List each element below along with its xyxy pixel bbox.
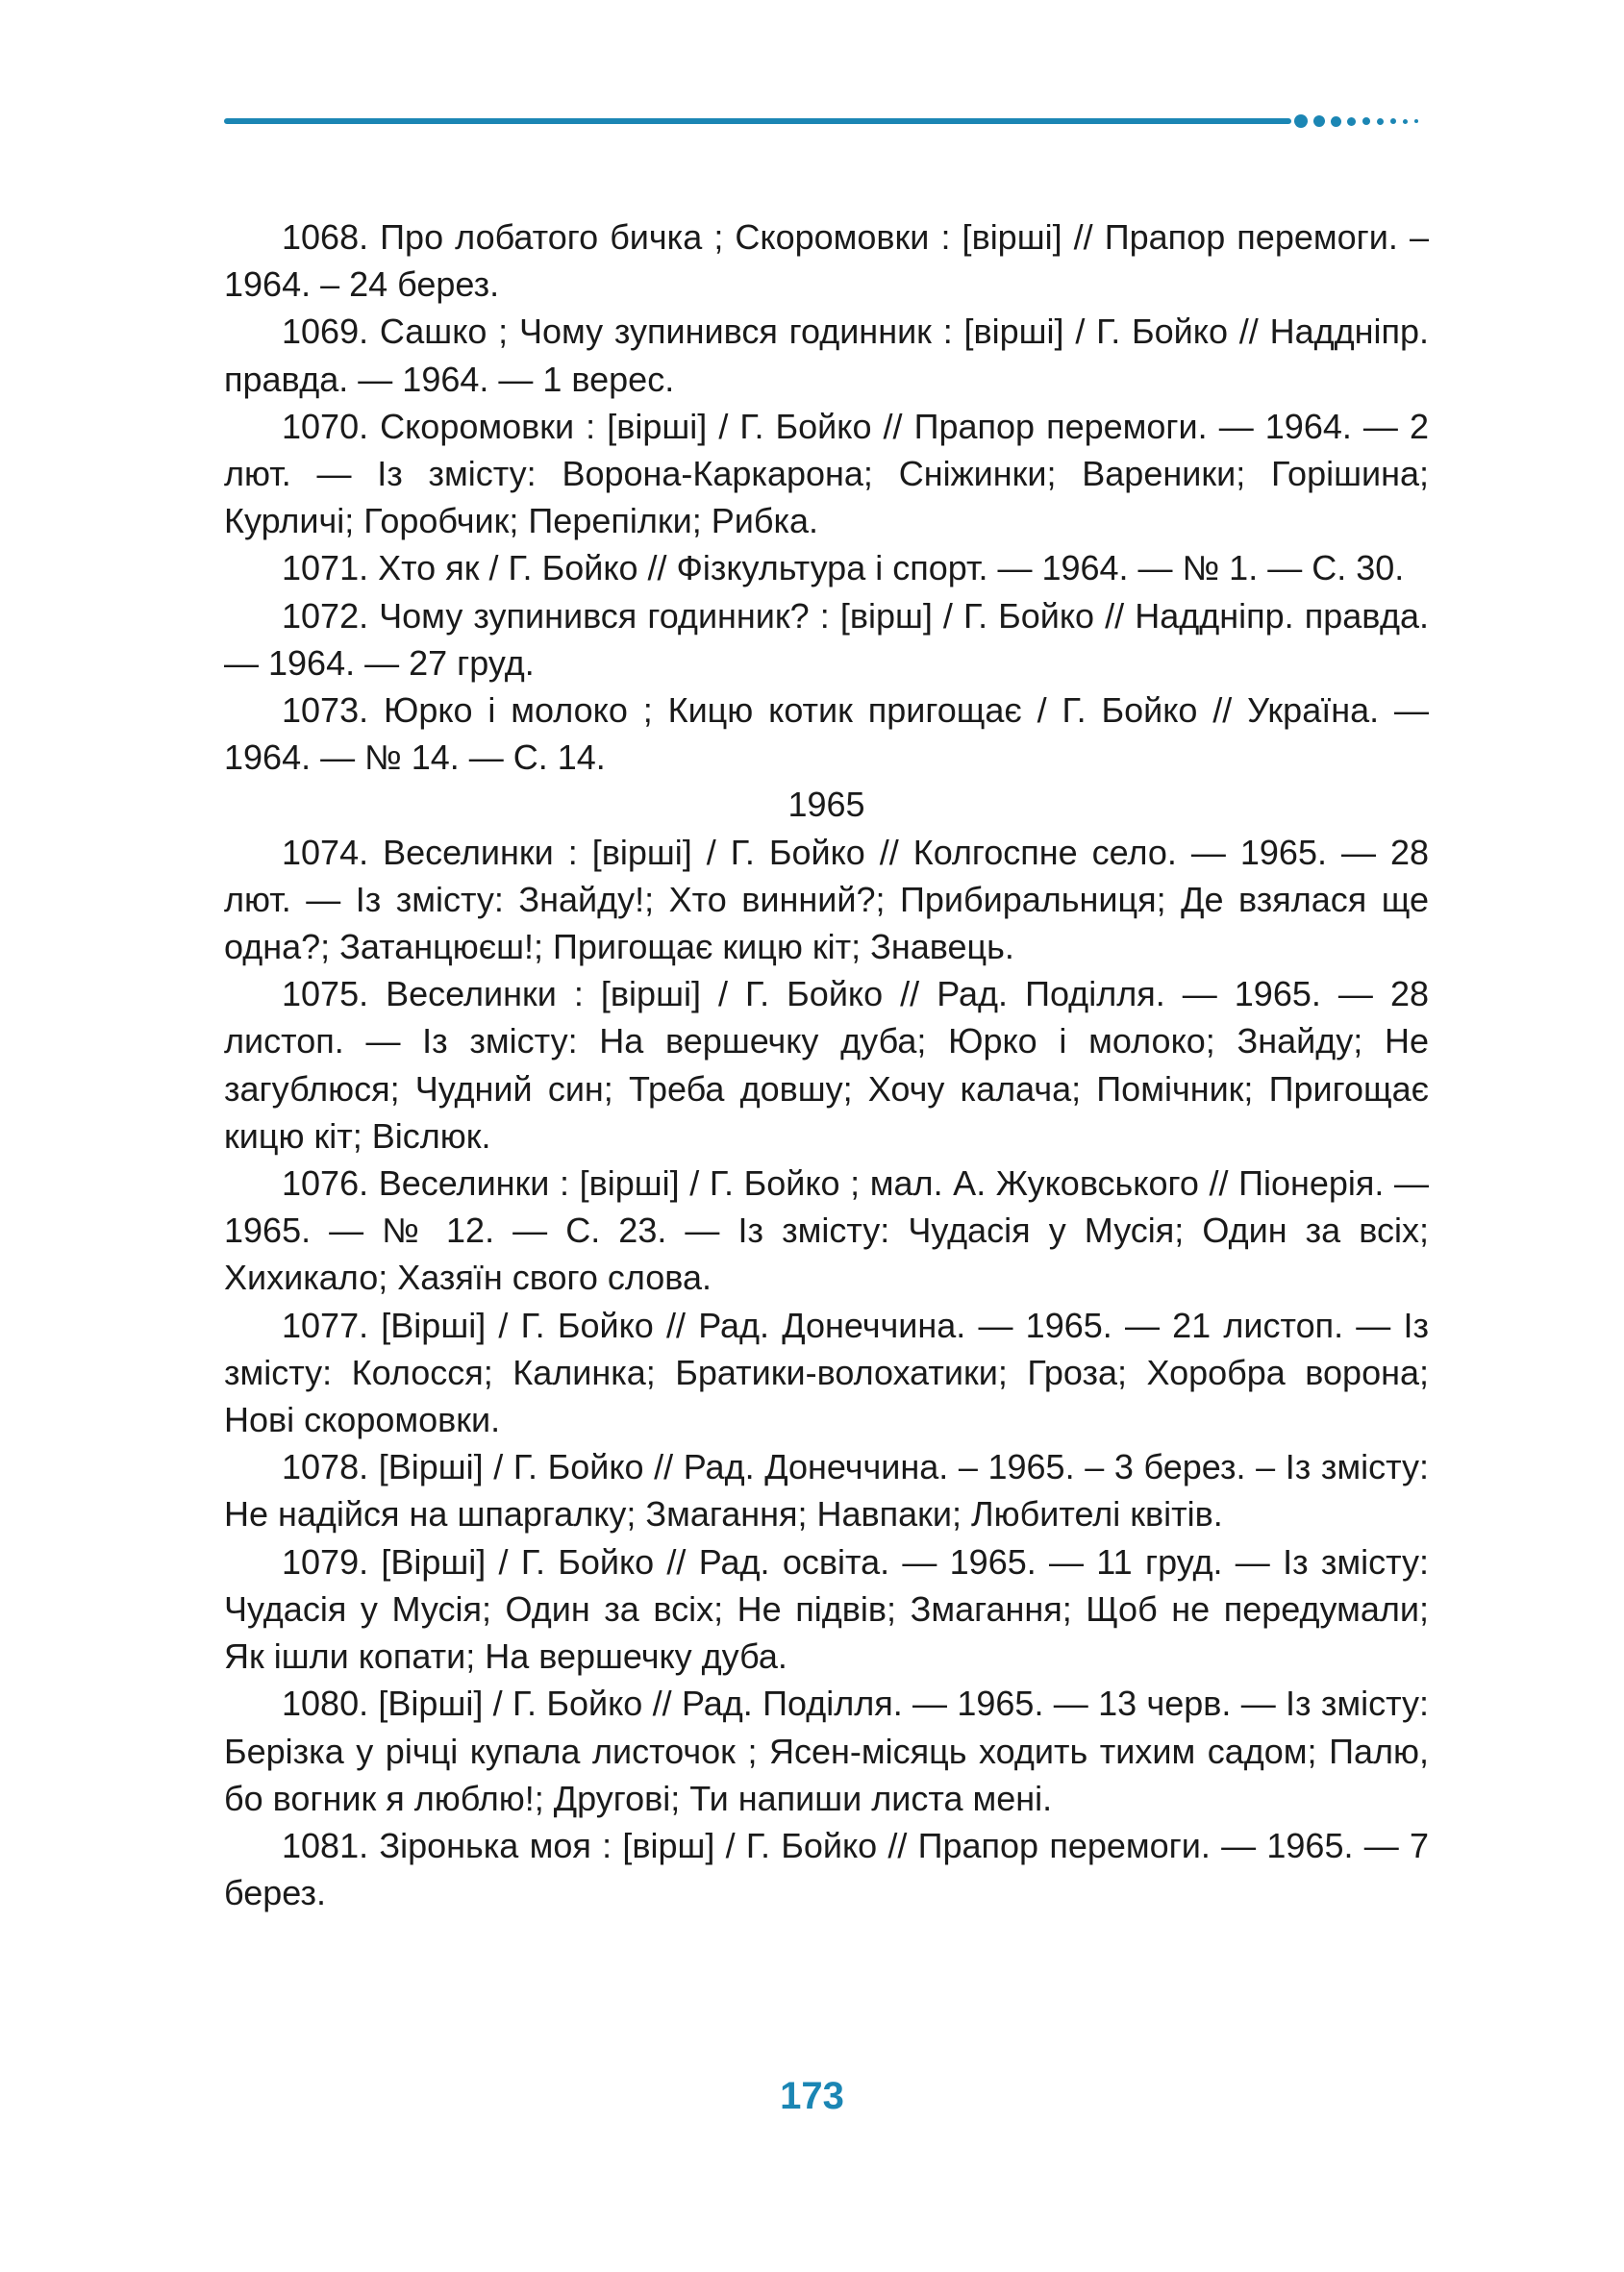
bibliography-entry: 1071. Хто як / Г. Бойко // Фізкультура і спорт. — 1964. — № 1. — С. 30. [282, 548, 1405, 588]
header-dot [1403, 119, 1408, 124]
bibliography-entry: 1075. Веселинки : [вірші] / Г. Бойко // Рад. Поділля. — 1965. — 28 листоп. — Із змісту: На вершечку дуба; Юрко і молоко; Знайду; Не загублюся; Чудний син; Треба довшу; Хочу калача; Помічник; Пригощає кицю кіт; Віслюк. [224, 974, 1429, 1156]
header-dot [1362, 117, 1370, 125]
header-dot [1414, 119, 1418, 123]
bibliography-entry: 1070. Скоромовки : [вірші] / Г. Бойко // Прапор перемоги. — 1964. — 2 лют. — Із змісту: Ворона-Каркарона; Сніжинки; Вареники; Горішина; Курличі; Горобчик; Перепілки; Рибка. [224, 406, 1429, 541]
bibliography-list [224, 213, 1429, 1916]
header-dot [1313, 115, 1325, 127]
header-dots [1294, 114, 1429, 128]
bibliography-entry: 1078. [Вірші] / Г. Бойко // Рад. Донеччина. – 1965. – 3 берез. – Із змісту: Не надійся на шпаргалку; Змагання; Навпаки; Любителі квітів. [224, 1447, 1429, 1535]
bibliography-entry: 1073. Юрко і молоко ; Кицю котик пригощає / Г. Бойко // Україна. — 1964. — № 14. — С. 14. [224, 690, 1429, 778]
page-number: 173 [780, 2075, 844, 2117]
bibliography-entry: 1068. Про лобатого бичка ; Скоромовки : [вірші] // Прапор перемоги. – 1964. – 24 берез. [224, 217, 1429, 305]
bibliography-entry: 1079. [Вірші] / Г. Бойко // Рад. освіта. — 1965. — 11 груд. — Із змісту: Чудасія у Мусія; Один за всіх; Не підвів; Змагання; Щоб не передумали; Як ішли копати; На вершечку дуба. [224, 1541, 1429, 1677]
year-heading: 1965 [787, 785, 865, 825]
header-dot [1294, 114, 1308, 128]
bibliography-entry: 1069. Сашко ; Чому зупинився годинник : [вірші] / Г. Бойко // Наддніпр. правда. — 1964. — 1 верес. [224, 312, 1429, 399]
bibliography-entry: 1077. [Вірші] / Г. Бойко // Рад. Донеччина. — 1965. — 21 листоп. — Із змісту: Колосся; Калинка; Братики-волохатики; Гроза; Хоробра ворона; Нові скоромовки. [224, 1305, 1429, 1440]
header-dot [1390, 118, 1396, 124]
header-dot [1377, 118, 1384, 125]
header-dot [1347, 117, 1356, 126]
bibliography-entry: 1080. [Вірші] / Г. Бойко // Рад. Поділля. — 1965. — 13 черв. — Із змісту: Берізка у річці купала листочок ; Ясен-місяць ходить тихим садом; Палю, бо вогник я люблю!; Другові; Ти напиши листа мені. [224, 1684, 1429, 1818]
header-rule [224, 118, 1291, 124]
header-dot [1331, 116, 1341, 127]
bibliography-entry: 1074. Веселинки : [вірші] / Г. Бойко // Колгоспне село. — 1965. — 28 лют. — Із змісту: Знайду!; Хто винний?; Прибиральниця; Де взялася ще одна?; Затанцюєш!; Пригощає кицю кіт; Знавець. [224, 832, 1429, 967]
bibliography-entry: 1081. Зіронька моя : [вірш] / Г. Бойко // Прапор перемоги. — 1965. — 7 берез. [224, 1825, 1429, 1913]
bibliography-entry: 1072. Чому зупинився годинник? : [вірш] / Г. Бойко // Наддніпр. правда. — 1964. — 27 груд. [224, 595, 1429, 683]
bibliography-entry: 1076. Веселинки : [вірші] / Г. Бойко ; мал. А. Жуковського // Піонерія. — 1965. — № 12. — С. 23. — Із змісту: Чудасія у Мусія; Один за всіх; Хихикало; Хазяїн свого слова. [224, 1163, 1429, 1298]
